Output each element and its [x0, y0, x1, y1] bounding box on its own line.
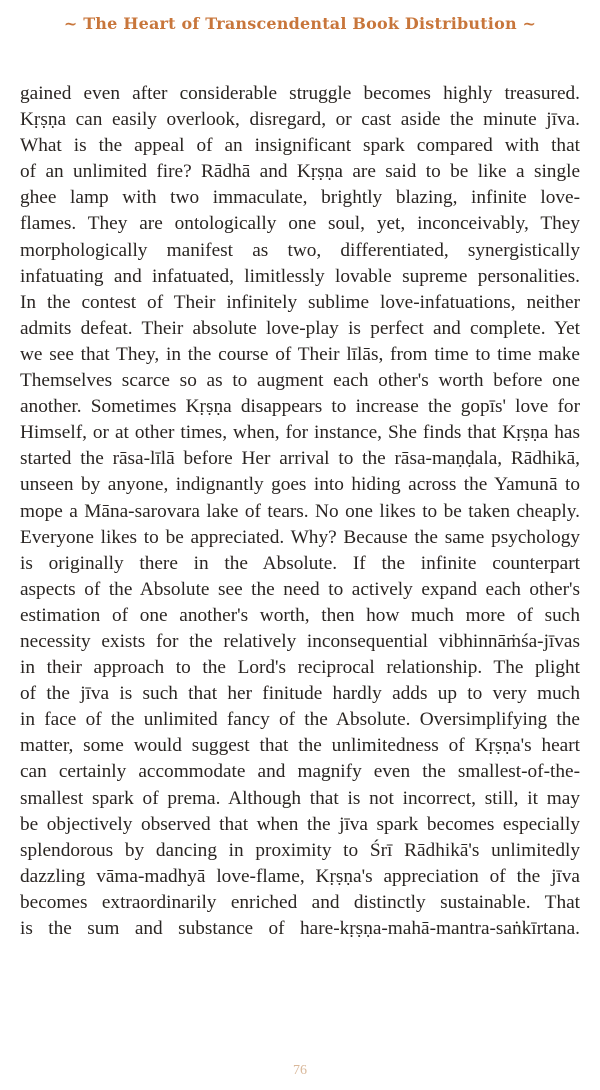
text-line: morphologically manifest as two, differentiated, synergistically — [20, 239, 580, 261]
text-line: aspects of the Absolute see the need to actively expand each other's — [20, 578, 580, 600]
text-line: Himself, or at other times, when, for instance, She finds that Kṛṣṇa has — [20, 422, 580, 444]
text-line: of the jīva is such that her finitude hardly adds up to very much — [20, 683, 580, 705]
text-line: becomes extraordinarily enriched and distinctly sustainable. That — [20, 891, 580, 913]
text-line: smallest spark of prema. Although that is not incorrect, still, it may — [20, 787, 580, 809]
text-line: be objectively observed that when the jīva spark becomes especially — [20, 813, 580, 835]
text-line: unseen by anyone, indignantly goes into hiding across the Yamunā to — [20, 474, 580, 496]
text-line: of an unlimited fire? Rādhā and Kṛṣṇa are said to be like a single — [20, 161, 580, 183]
running-header: ~ The Heart of Transcendental Book Distribution ~ — [63, 14, 537, 33]
text-line: is originally there in the Absolute. If the infinite counterpart — [20, 552, 580, 574]
text-line: flames. They are ontologically one soul, yet, inconceivably, They — [20, 213, 580, 235]
text-line: started the rāsa-līlā before Her arrival to the rāsa-maṇḍala, Rādhikā, — [20, 448, 580, 470]
text-line: dazzling vāma-madhyā love-flame, Kṛṣṇa's appreciation of the jīva — [20, 865, 580, 887]
text-line: estimation of one another's worth, then how much more of such — [20, 604, 580, 626]
text-line: mope a Māna-sarovara lake of tears. No one likes to be taken cheaply. — [20, 500, 580, 522]
body-paragraph — [20, 81, 580, 942]
text-line: Kṛṣṇa can easily overlook, disregard, or cast aside the minute jīva. — [20, 109, 580, 131]
text-line: infatuating and infatuated, limitlessly lovable supreme personalities. — [20, 265, 580, 287]
text-line: In the contest of Their infinitely sublime love-infatuations, neither — [20, 291, 580, 313]
text-line: matter, some would suggest that the unlimitedness of Kṛṣṇa's heart — [20, 735, 580, 757]
text-line: necessity exists for the relatively inconsequential vibhinnāṁśa-jīvas — [20, 630, 580, 652]
text-line: Everyone likes to be appreciated. Why? Because the same psychology — [20, 526, 580, 548]
text-line: admits defeat. Their absolute love-play is perfect and complete. Yet — [20, 317, 580, 339]
text-line: can certainly accommodate and magnify even the smallest-of-the- — [20, 761, 580, 783]
page-number: 76 — [293, 1063, 307, 1078]
text-line: Themselves scarce so as to augment each other's worth before one — [20, 370, 580, 392]
text-line: in their approach to the Lord's reciprocal relationship. The plight — [20, 657, 580, 679]
text-line: splendorous by dancing in proximity to Śrī Rādhikā's unlimitedly — [20, 839, 580, 861]
text-line: in face of the unlimited fancy of the Absolute. Oversimplifying the — [20, 709, 580, 731]
text-line: is the sum and substance of hare-kṛṣṇa-mahā-mantra-saṅkīrtana. — [20, 918, 580, 939]
text-line: What is the appeal of an insignificant spark compared with that — [20, 135, 580, 157]
text-line: we see that They, in the course of Their līlās, from time to time make — [20, 343, 580, 365]
text-line: gained even after considerable struggle becomes highly treasured. — [20, 83, 580, 104]
text-line: ghee lamp with two immaculate, brightly blazing, infinite love- — [20, 187, 580, 209]
text-line: another. Sometimes Kṛṣṇa disappears to increase the gopīs' love for — [20, 396, 580, 418]
